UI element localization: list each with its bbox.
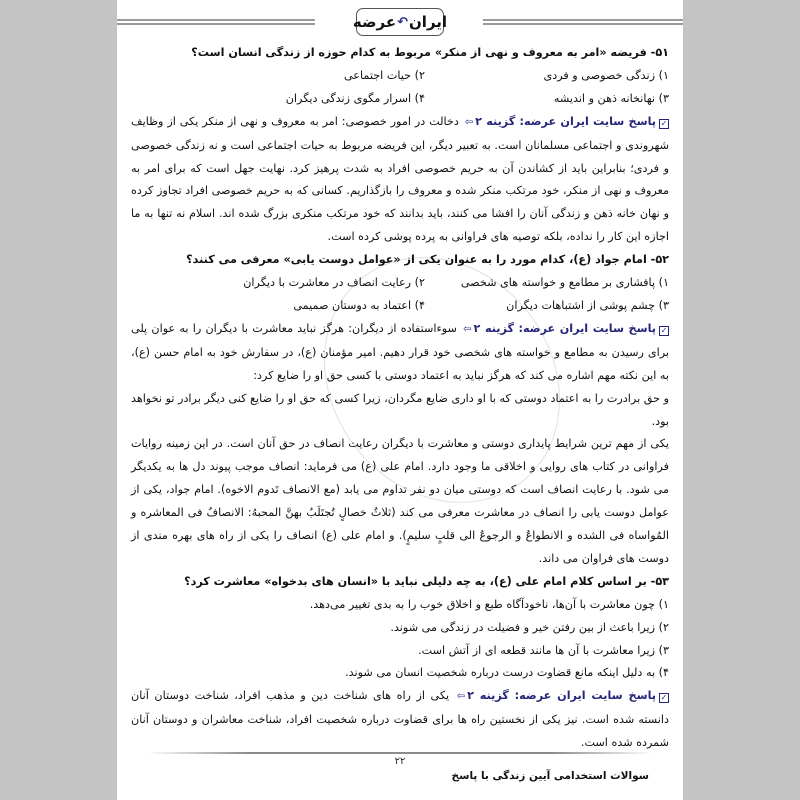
answer-paragraph: و حق برادرت را به اعتماد دوستی که با او داری ضایع مگردان، زیرا کسی که حق او را ضایع کنی دیگر برادر تو نخواهد بود. <box>131 391 669 428</box>
logo-swoosh-icon: ↶ <box>397 14 408 30</box>
question-51 <box>131 42 669 249</box>
answer-explanation <box>131 111 669 249</box>
footer-rule <box>147 752 653 754</box>
arrow-left-icon: ⇦ <box>456 691 466 703</box>
option-2: ۲) زیرا باعث از بین رفتن خیر و فضیلت در زندگی می شوند. <box>390 620 669 634</box>
question-title: ۵۳- بر اساس کلام امام علی (ع)، به چه دلیلی نباید با «انسان های بدخواه» معاشرت کرد؟ <box>184 574 669 588</box>
checkbox-icon: ✓ <box>660 693 668 703</box>
option-2: ۲) حیات اجتماعی <box>343 68 425 82</box>
arrow-left-icon: ⇦ <box>464 116 474 128</box>
header-rule-right <box>483 19 683 25</box>
option-3: ۳) زیرا معاشرت با آن ها مانند قطعه ای از آتش است. <box>418 643 669 657</box>
book-title: سوالات استخدامی آیین زندگی با پاسخ <box>451 770 649 782</box>
option-4: ۴) به دلیل اینکه مانع قضاوت درست درباره شخصیت انسان می شوند. <box>345 666 669 680</box>
option-1: ۱) چون معاشرت با آن‌ها، ناخودآگاه طبع و اخلاق خوب را به بدی تغییر می‌دهد. <box>309 597 669 611</box>
answer-label: پاسخ سایت ایران عرضه: گزینه ۲ <box>475 114 656 128</box>
option-4: ۴) اعتماد به دوستان صمیمی <box>293 298 425 312</box>
option-1: ۱) زندگی خصوصی و فردی <box>543 68 669 82</box>
answer-label: پاسخ سایت ایران عرضه: گزینه ۲ <box>467 689 656 703</box>
option-2: ۲) رعایت انصاف در معاشرت با دیگران <box>243 276 425 290</box>
page-content <box>131 42 669 755</box>
page-header <box>117 8 683 38</box>
checkbox-icon: ✓ <box>660 118 668 128</box>
question-title: ۵۱- فریضه «امر به معروف و نهی از منکر» مربوط به کدام حوزه از زندگی انسان است؟ <box>191 46 669 59</box>
options-list <box>131 272 669 318</box>
header-rule-left <box>117 19 315 25</box>
arrow-left-icon: ⇦ <box>463 323 472 335</box>
checkbox-icon: ✓ <box>660 325 668 335</box>
logo-text-iran: ایران <box>409 13 448 31</box>
options-list <box>131 65 669 111</box>
answer-text: یکی از راه های شناخت دین و مذهب افراد، شناخت دوستان آنان دانسته شده است. نیز یکی از نخستین راه ها برای قضاوت درباره شخصیت افراد، شناخت معاشران و دوستان آنان شمرده شده است. <box>131 689 669 750</box>
answer-paragraph: یکی از مهم ترین شرایط پایداری دوستی و معاشرت با دیگران رعایت انصاف در حق آنان است. در این زمینه روایات فراوانی در کتاب های روایی و اخلاقی ما وجود دارد. امام علی (ع) می فرماید: انصاف موجب پیوند دل ها به یکدیگر می شود. با رعایت انصاف است که دوستی میان دو نفر تداوم می یابد (مع الانصاف تَدوم الاخوه). امام جواد، یکی از عوامل دوست یابی را انصاف در معاشرت معرفی می کند (ثلاثُ خصالٍ تُجتَلَبُ بهنَّ المحبهُ: الانصافُ فی المعاشره و المُواساه فی الشده و الانطواعُ و الرجوعُ الی قلبٍ سلیمٍ). و امام علی (ع) انصاف را یکی از راه های بهره مندی از دوست های فراوان می داند. <box>131 437 669 565</box>
answer-label: پاسخ سایت ایران عرضه: گزینه ۲ <box>473 321 656 335</box>
option-3: ۳) نهانخانه ذهن و اندیشه <box>553 91 669 105</box>
option-1: ۱) پافشاری بر مطامع و خواسته های شخصی <box>460 276 669 290</box>
question-52 <box>131 249 669 571</box>
page-number: ۲۲ <box>394 756 406 767</box>
answer-explanation <box>131 685 669 755</box>
iran-arze-logo <box>352 8 448 36</box>
answer-text: سوءاستفاده از دیگران: هرگز نباید معاشرت با دیگران را به عوان پلی برای رسیدن به مطامع و خواسته های شخصی خود قرار دهیم. امیر مؤمنان (ع)، در سفارش خود به امام حسن (ع)، به این نکته مهم اشاره می کند که هرگز نباید به اعتماد دوستی با کسی حق او را ضایع کرد: <box>131 321 669 382</box>
document-page <box>117 0 683 800</box>
option-4: ۴) اسرار مگوی زندگی دیگران <box>285 91 425 105</box>
question-title: ۵۲- امام جواد (ع)، کدام مورد را به عنوان یکی از «عوامل دوست یابی» معرفی می کنند؟ <box>186 253 669 267</box>
answer-text: دخالت در امور خصوصی: امر به معروف و نهی از منکر یکی از وظایف شهروندی و اجتماعی مسلمانان است. به تعبیر دیگر، این فریضه مربوط به حیات اجتماعی است و نه زندگی خصوصی و فردی؛ بنابراین باید از کشاندن آن به حریم خصوصی افراد به شدت پرهیز کرد. نهایت جهل است که برای امر به معروف و نهی از منکر، خود مرتکب منکر شده و معروف را بازگذاریم. کسانی که به حریم خصوصی افراد تجاوز کرده و نهان خانه ذهن و زندگی آنان را افشا می کنند، باید بدانند که خود مرتکب منکری بزرگ شده اند. اسلام نه تنها به ما اجازه این کار را نداده، بلکه توصیه های فراوانی به پرده پوشی کرده است. <box>131 114 669 244</box>
option-3: ۳) چشم پوشی از اشتباهات دیگران <box>506 298 669 312</box>
logo-text-arze: عرضه <box>352 13 397 31</box>
answer-explanation <box>131 318 669 388</box>
question-53 <box>131 571 669 755</box>
